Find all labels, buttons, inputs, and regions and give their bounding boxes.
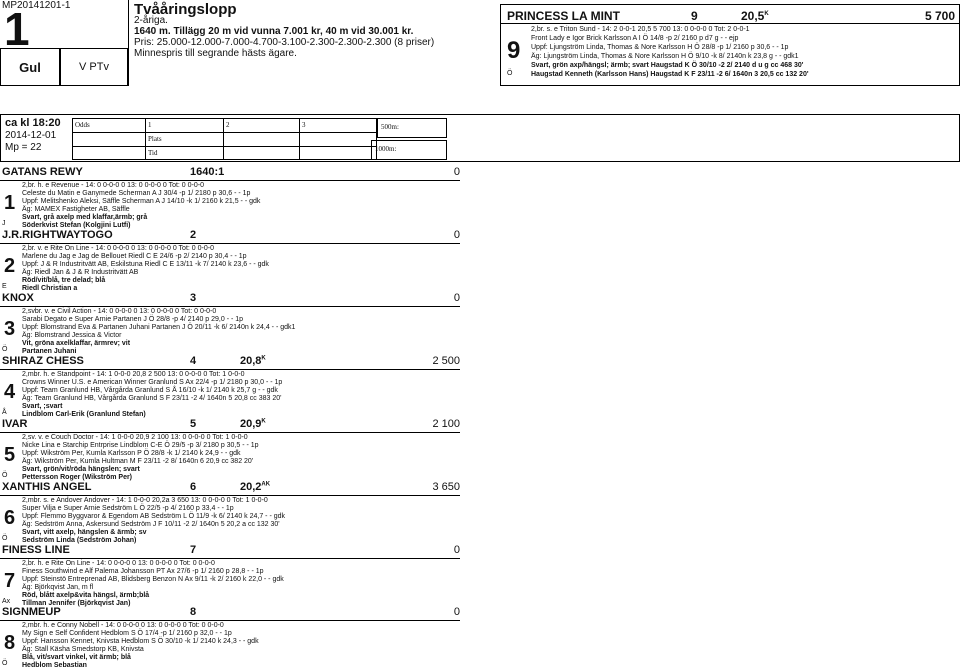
horse-entry — [0, 166, 460, 228]
horse-line: Sarabi Degato e Super Arnie Partanen J Ö 28/8 -p 4/ 2140 p 29,0 - - 1p — [22, 316, 244, 323]
horse-line: Äg: MAMEX Fastigheter AB, Säffle — [22, 206, 130, 213]
bet-type: V PTv — [60, 48, 128, 86]
horse-line: Tillman Jennifer (Björkqvist Jan) — [22, 600, 131, 607]
horse-line: Svart, ;svart — [22, 403, 63, 410]
horse-prize: 0 — [453, 606, 460, 618]
color-label: Gul — [0, 48, 60, 86]
featured-odds: $20,5^K$ — [741, 9, 769, 23]
horse-line: Sedström Linda (Sedström Johan) — [22, 537, 137, 544]
horse-line: 2,sv. v. e Couch Doctor - 14: 1 0-0-0 20,9 2 100 13: 0 0-0-0 0 Tot: 1 0-0-0 — [22, 434, 248, 441]
horse-line: Uppf: Team Granlund HB, Vårgårda Granlund S Å 16/10 -k 1/ 2140 k 25,7 g - - gdk — [22, 387, 278, 394]
horse-line: 2,br. h. e Revenue - 14: 0 0-0-0 0 13: 0 0-0-0 0 Tot: 0 0-0-0 — [22, 182, 204, 189]
horse-entry — [0, 606, 460, 668]
grid-label: Plats — [148, 135, 162, 143]
featured-line: Äg: Ljungström Linda, Thomas & Nore Karlsson H Ö 9/10 -k 8/ 2140n k 23,8 g - - gdk1 — [531, 53, 799, 60]
horse-line: Finess Southwind e Alf Palema Johansson PT Ax 27/6 -p 1/ 2160 p 28,8 - - 1p — [22, 568, 264, 575]
horse-rule — [0, 432, 460, 433]
driver-letter: J — [2, 220, 6, 227]
race-line: 1640 m. Tillägg 20 m vid vunna 7.001 kr, 40 m vid 30.001 kr. — [134, 26, 414, 37]
driver-letter: Ö — [2, 346, 8, 353]
horse-prize: 2 500 — [432, 355, 460, 367]
grid-col: 3 — [302, 121, 306, 129]
post-number: 1 — [4, 192, 16, 214]
horse-name: SHIRAZ CHESS — [2, 355, 84, 367]
featured-line: Uppf: Ljungström Linda, Thomas & Nore Karlsson H Ö 28/8 -p 1/ 2160 p 30,6 - - 1p — [531, 44, 789, 51]
horse-line: Äg: Team Granlund HB, Vårgårda Granlund S F 23/11 -2 4/ 1640n 5 20,8 cc 383 20' — [22, 395, 282, 402]
horse-prize: 2 100 — [432, 418, 460, 430]
post-number: 7 — [4, 570, 16, 592]
featured-line: Svart, grön axp/hängsl; ärmb; svart Haugstad K Ö 30/10 -2 2/ 2140 d u g cc 468 30' — [531, 62, 804, 69]
race-title: Tvååringslopp — [134, 1, 237, 18]
featured-line: Front Lady e Igor Brick Karlsson A I Ö 14/8 -p 2/ 2160 p d7 g - - ejp — [531, 35, 739, 42]
horse-entry — [0, 355, 460, 417]
race-number: 1 — [4, 3, 28, 55]
horse-odds: $20,9^K$ — [240, 418, 266, 430]
race-code: MP20141201-1 — [2, 0, 71, 11]
horse-rule — [0, 495, 460, 496]
horse-line: Äg: Stall Käsha Smedstorp KB, Knivsta — [22, 646, 144, 653]
horse-prize: 0 — [453, 166, 460, 178]
horse-line: Uppf: Melitshenko Aleksi, Säffle Scherman A J 14/10 -k 1/ 2160 k 21,5 - - gdk — [22, 198, 261, 205]
post-number: 6 — [4, 507, 16, 529]
divider — [128, 0, 129, 86]
horse-line: Äg: Sedström Anna, Askersund Sedström J F 10/11 -2 2/ 1640n 5 20,2 a cc 132 30' — [22, 521, 280, 528]
horse-line: Äg: Björkqvist Jan, m fl — [22, 584, 94, 591]
horse-name: KNOX — [2, 292, 34, 304]
horse-entry — [0, 229, 460, 291]
race-line: Pris: 25.000-12.000-7.000-4.700-3.100-2.300-2.300-2.300 (8 priser) — [134, 37, 435, 48]
race-line: Minnespris till segrande hästs ägare. — [134, 48, 297, 59]
horse-rule — [0, 369, 460, 370]
horse-name: XANTHIS ANGEL — [2, 481, 92, 493]
horse-line: Uppf: Steinstö Entreprenad AB, Blidsberg Benzon N Ax 9/11 -k 2/ 2160 k 22,0 - - gdk — [22, 576, 284, 583]
start-time: ca kl 18:20 — [5, 117, 61, 129]
split-1000: 1000m: — [371, 140, 447, 160]
horse-prize: 0 — [453, 292, 460, 304]
horse-line: Vit, gröna axelklaffar, ärmrev; vit — [22, 340, 131, 347]
grid-col: 1 — [148, 121, 152, 129]
featured-line: 2,br. s. e Triton Sund - 14: 2 0-0-1 20,5 5 700 13: 0 0-0-0 0 Tot: 2 0-0-1 — [531, 26, 750, 33]
start-mp: Mp = 22 — [5, 142, 42, 153]
horse-number: 3 — [190, 292, 197, 304]
featured-rule — [501, 23, 959, 24]
horse-number: 6 — [190, 481, 197, 493]
horse-odds: $20,2^{AK}$ — [240, 481, 271, 493]
horse-line: Super Vilja e Super Arnie Sedström L Ö 22/5 -p 4/ 2160 p 33,4 - - 1p — [22, 505, 234, 512]
split-500: 500m: — [377, 118, 447, 138]
grid-label: Tid — [148, 149, 158, 157]
featured-post: 9 — [507, 37, 521, 64]
horse-line: Svart, grå axelp med klaffar,ärmb; grå — [22, 214, 148, 221]
horse-line: Nicke Lina e Starchip Entrprise Lindblom C-E Ö 29/5 -p 3/ 2180 p 30,5 - - 1p — [22, 442, 259, 449]
horse-line: 2,mbr. h. e Conny Nobell - 14: 0 0-0-0 0 13: 0 0-0-0 0 Tot: 0 0-0-0 — [22, 622, 224, 629]
horse-name: IVAR — [2, 418, 28, 430]
horse-number: 4 — [190, 355, 197, 367]
odds-grid — [72, 118, 377, 160]
grid-col: 2 — [226, 121, 230, 129]
horse-line: 2,br. h. e Rite On Line - 14: 0 0-0-0 0 13: 0 0-0-0 0 Tot: 0 0-0-0 — [22, 560, 215, 567]
horse-line: Partanen Juhani — [22, 348, 77, 355]
horse-name: SIGNMEUP — [2, 606, 61, 618]
start-date: 2014-12-01 — [5, 130, 57, 141]
horse-rule — [0, 306, 460, 307]
horse-rule — [0, 558, 460, 559]
horse-line: Svart, grön/vit/röda hängslen; svart — [22, 466, 140, 473]
horse-line: Lindblom Carl-Erik (Granlund Stefan) — [22, 411, 146, 418]
horse-line: Äg: Wikström Per, Kumla Hultman M F 23/11 -2 8/ 1640n 6 20,9 cc 382 20' — [22, 458, 254, 465]
horse-rule — [0, 243, 460, 244]
horse-prize: 0 — [453, 229, 460, 241]
post-number: 5 — [4, 444, 16, 466]
featured-number: 9 — [691, 9, 698, 23]
horse-entry — [0, 418, 460, 480]
horse-rule — [0, 180, 460, 181]
horse-line: 2,svbr. v. e Civil Action - 14: 0 0-0-0 0 13: 0 0-0-0 0 Tot: 0 0-0-0 — [22, 308, 217, 315]
horse-line: Blå, vit/svart vinkel, vit ärmb; blå — [22, 654, 131, 661]
featured-horse — [500, 4, 960, 86]
horse-number: 2 — [190, 229, 197, 241]
horse-line: Celeste du Matin e Ganymede Scherman A J 30/4 -p 1/ 2180 p 30,6 - - 1p — [22, 190, 251, 197]
horse-line: 2,br. v. e Rite On Line - 14: 0 0-0-0 0 13: 0 0-0-0 0 Tot: 0 0-0-0 — [22, 245, 214, 252]
horse-entry — [0, 544, 460, 606]
horse-number: 8 — [190, 606, 197, 618]
driver-letter: E — [2, 283, 7, 290]
horse-entry — [0, 292, 460, 354]
featured-line: Haugstad Kenneth (Karlsson Hans) Haugstad K F 23/11 -2 6/ 1640n 3 20,5 cc 132 20' — [531, 71, 809, 78]
horse-line: Riedl Christian a — [22, 285, 78, 292]
horse-prize: 0 — [453, 544, 460, 556]
featured-prize: 5 700 — [924, 9, 955, 23]
featured-letter: Ö — [507, 70, 513, 77]
horse-name: J.R.RIGHTWAYTOGO — [2, 229, 113, 241]
horse-line: Äg: Blomstrand Jessica & Victor — [22, 332, 122, 339]
horse-name: FINESS LINE — [2, 544, 70, 556]
driver-letter: Ö — [2, 472, 8, 479]
grid-label: Odds — [75, 121, 90, 129]
horse-line: My Sign e Self Confident Hedblom S Ö 17/4 -p 1/ 2160 p 32,0 - - 1p — [22, 630, 232, 637]
post-number: 2 — [4, 255, 16, 277]
horse-number: 1640:1 — [190, 166, 225, 178]
driver-letter: Ax — [2, 598, 11, 605]
horse-number: 5 — [190, 418, 197, 430]
horse-line: Pettersson Roger (Wikström Per) — [22, 474, 133, 481]
horse-line: Svart, vitt axelp, hängslen & ärmb; sv — [22, 529, 147, 536]
horse-line: Uppf: Blomstrand Eva & Partanen Juhani Partanen J Ö 20/11 -k 6/ 2140n k 24,4 - - gdk1 — [22, 324, 296, 331]
horse-line: Hedblom Sebastian — [22, 662, 87, 669]
horse-name: GATANS REWY — [2, 166, 83, 178]
post-number: 4 — [4, 381, 16, 403]
post-number: 3 — [4, 318, 16, 340]
horse-rule — [0, 620, 460, 621]
horse-line: Röd/vit/blå, tre delad; blå — [22, 277, 106, 284]
horse-line: Söderkvist Stefan (Kolgjini Lutfi) — [22, 222, 131, 229]
horse-line: Uppf: J & R Industritvätt AB, Eskilstuna Riedl C E 13/11 -k 7/ 2140 k 23,6 - - gdk — [22, 261, 269, 268]
horse-prize: 3 650 — [432, 481, 460, 493]
driver-letter: Å — [2, 409, 7, 416]
race-header — [134, 1, 435, 59]
horse-line: 2,mbr. s. e Andover Andover - 14: 1 0-0-0 20,2a 3 650 13: 0 0-0-0 0 Tot: 1 0-0-0 — [22, 497, 268, 504]
race-line: 2-åriga. — [134, 15, 168, 26]
horse-line: Uppf: Flemmo Byggvaror & Egendom AB Sedström L Ö 11/9 -k 6/ 2140 k 24,7 - - gdk — [22, 513, 286, 520]
horse-line: Marlene du Jag e Jag de Bellouet Riedl C E 24/6 -p 2/ 2140 p 30,4 - - 1p — [22, 253, 247, 260]
driver-letter: Ö — [2, 535, 8, 542]
horse-line: Uppf: Hansson Kennet, Knivsta Hedblom S Ö 30/10 -k 1/ 2140 k 24,3 - - gdk — [22, 638, 259, 645]
driver-letter: Ö — [2, 660, 8, 667]
horse-entry — [0, 481, 460, 543]
horse-line: Uppf: Wikström Per, Kumla Karlsson P Ö 28/8 -k 1/ 2140 k 24,9 - - gdk — [22, 450, 241, 457]
horse-line: 2,mbr. h. e Standpoint - 14: 1 0-0-0 20,8 2 500 13: 0 0-0-0 0 Tot: 1 0-0-0 — [22, 371, 245, 378]
horse-line: Crowns Winner U.S. e American Winner Granlund S Ax 22/4 -p 1/ 2180 p 30,0 - - 1p — [22, 379, 283, 386]
horse-odds: $20,8^K$ — [240, 355, 266, 367]
post-number: 8 — [4, 632, 16, 654]
horse-line: Äg: Riedl Jan & J & R Industritvätt AB — [22, 269, 139, 276]
featured-name: PRINCESS LA MINT — [507, 9, 620, 23]
horse-line: Röd, blått axelp&vita hängsl, ärmb;blå — [22, 592, 150, 599]
horse-number: 7 — [190, 544, 197, 556]
